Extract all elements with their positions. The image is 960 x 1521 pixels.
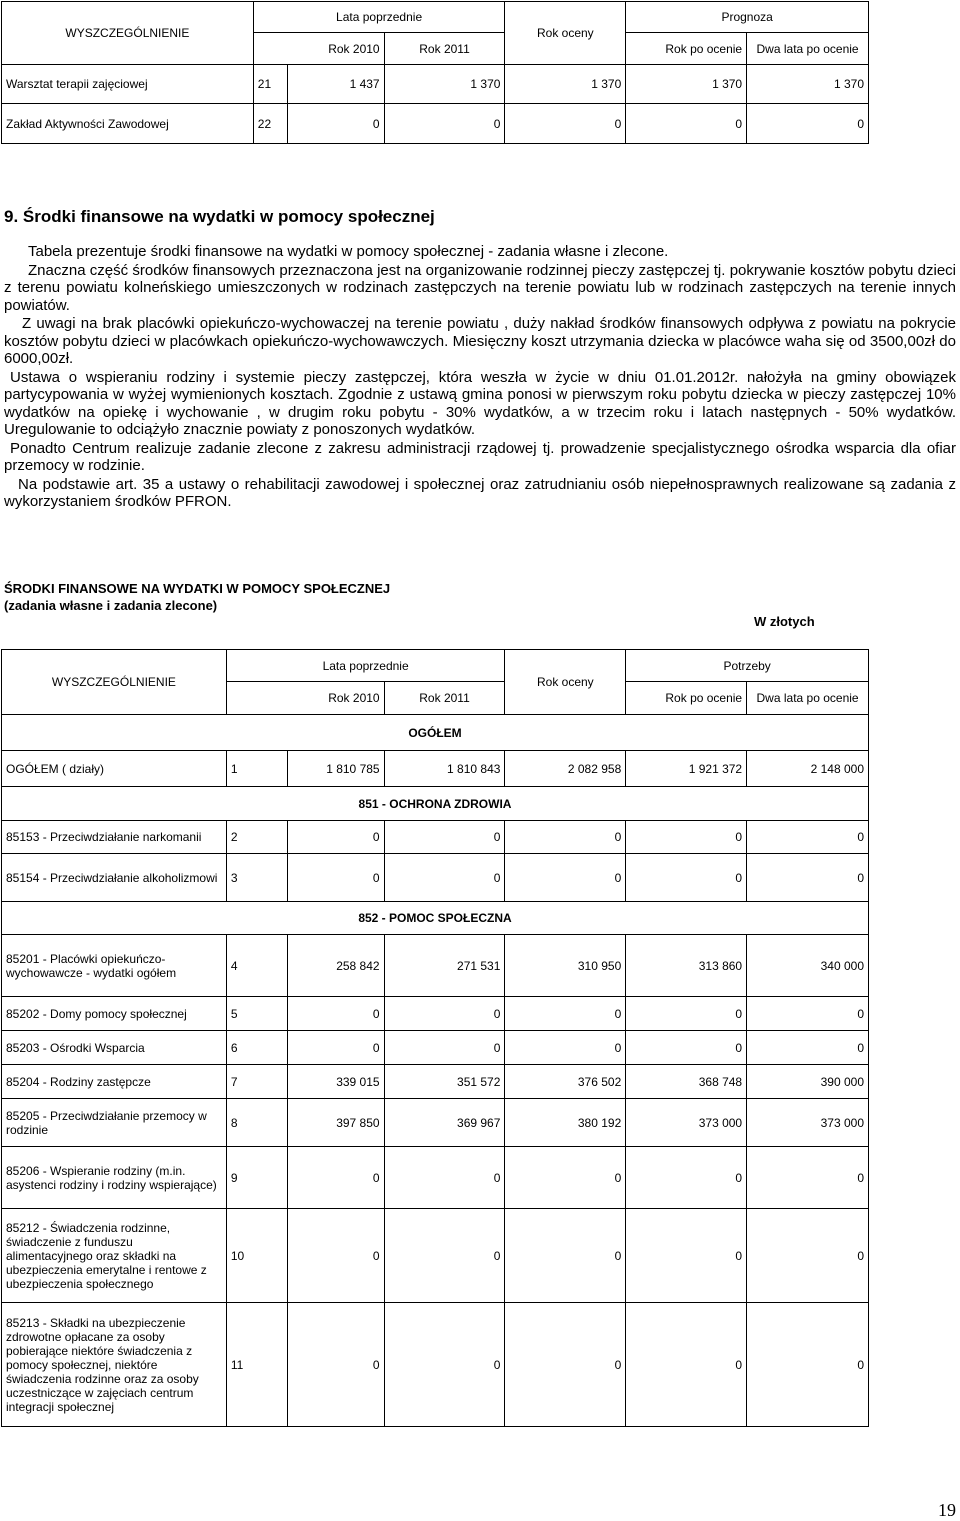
- value-two-after: 0: [747, 1303, 869, 1427]
- value-2011: 0: [384, 104, 505, 144]
- row-number: 8: [226, 1099, 287, 1147]
- value-two-after: 0: [747, 854, 869, 902]
- value-two-after: 0: [747, 997, 869, 1031]
- header-two-years-after: Dwa lata po ocenie: [747, 33, 869, 65]
- table-row: [2, 935, 869, 997]
- header-previous-years: Lata poprzednie: [226, 650, 505, 682]
- value-assessment: 2 082 958: [505, 751, 626, 787]
- value-assessment: 0: [505, 1303, 626, 1427]
- table-row: [2, 821, 869, 854]
- table-row: [2, 65, 869, 104]
- row-name: Zakład Aktywności Zawodowej: [2, 104, 254, 144]
- value-assessment: 0: [505, 1031, 626, 1065]
- row-name: 85153 - Przeciwdziałanie narkomanii: [2, 821, 227, 854]
- value-after: 0: [626, 1303, 747, 1427]
- row-number: 21: [253, 65, 287, 104]
- row-name: 85201 - Placówki opiekuńczo-wychowawcze - wydatki ogółem: [2, 935, 227, 997]
- value-2011: 0: [384, 997, 505, 1031]
- value-assessment: 0: [505, 1209, 626, 1303]
- value-after: 373 000: [626, 1099, 747, 1147]
- row-number: 2: [226, 821, 287, 854]
- section-body: [4, 243, 956, 511]
- table-row: [2, 1303, 869, 1427]
- value-2010: 0: [287, 1209, 384, 1303]
- value-two-after: 340 000: [747, 935, 869, 997]
- row-number: 1: [226, 751, 287, 787]
- section-health: 851 - OCHRONA ZDROWIA: [2, 787, 869, 821]
- value-2010: 0: [287, 104, 384, 144]
- row-name: 85213 - Składki na ubezpieczenie zdrowotne opłacane za osoby pobierające niektóre świadczenia z pomocy społecznej, niektóre świadczenia rodzinne oraz za osoby uczestniczące w zajęciach centrum integracji społecznej: [2, 1303, 227, 1427]
- value-assessment: 1 370: [505, 65, 626, 104]
- value-2010: 1 810 785: [287, 751, 384, 787]
- value-2010: 0: [287, 1303, 384, 1427]
- row-number: 6: [226, 1031, 287, 1065]
- paragraph-care-facilities: Z uwagi na brak placówki opiekuńczo-wychowaczej na terenie powiatu , duży nakład środków finansowych odpływa z powiatu na pokrycie kosztów pobytu dzieci w placówkach opiekuńczo-wychowawczych. Miesięczny koszt utrzymania dziecka w placówce waha się od 3500,00zł do 6000,00zł.: [4, 315, 956, 367]
- value-two-after: 1 370: [747, 65, 869, 104]
- value-2011: 271 531: [384, 935, 505, 997]
- row-number: 7: [226, 1065, 287, 1099]
- value-two-after: 390 000: [747, 1065, 869, 1099]
- value-after: 0: [626, 104, 747, 144]
- value-assessment: 0: [505, 854, 626, 902]
- paragraph-intro: Tabela prezentuje środki finansowe na wydatki w pomocy społecznej - zadania własne i zlecone.: [28, 243, 669, 260]
- value-2011: 0: [384, 1303, 505, 1427]
- value-two-after: 0: [747, 104, 869, 144]
- header-forecast: Prognoza: [626, 2, 869, 33]
- value-after: 0: [626, 821, 747, 854]
- header-year-after: Rok po ocenie: [626, 33, 747, 65]
- value-2011: 369 967: [384, 1099, 505, 1147]
- row-number: 4: [226, 935, 287, 997]
- value-two-after: 2 148 000: [747, 751, 869, 787]
- table-row: [2, 1065, 869, 1099]
- value-2011: 0: [384, 854, 505, 902]
- section-heading: 9. Środki finansowe na wydatki w pomocy społecznej: [4, 207, 435, 226]
- table-subtitle: (zadania własne i zadania zlecone): [4, 598, 218, 613]
- header-year-2010: Rok 2010: [226, 682, 384, 715]
- value-assessment: 0: [505, 997, 626, 1031]
- value-2011: 0: [384, 1147, 505, 1209]
- value-assessment: 376 502: [505, 1065, 626, 1099]
- value-two-after: 0: [747, 1031, 869, 1065]
- table-row: [2, 854, 869, 902]
- value-after: 1 921 372: [626, 751, 747, 787]
- table-row: [2, 1099, 869, 1147]
- value-2011: 1 810 843: [384, 751, 505, 787]
- header-two-years-after: Dwa lata po ocenie: [747, 682, 869, 715]
- paragraph-foster-care: Znaczna część środków finansowych przeznaczona jest na organizowanie rodzinnej pieczy zastępczej tj. pokrywanie kosztów pobytu dzieci z terenu powiatu kolneńskiego umieszczonych w rodzinach zastępczych na terenie powiatu lub w rodzinach zastępczych na terenie innych powiatów.: [4, 261, 956, 314]
- value-2011: 1 370: [384, 65, 505, 104]
- row-number: 22: [253, 104, 287, 144]
- row-name: 85205 - Przeciwdziałanie przemocy w rodzinie: [2, 1099, 227, 1147]
- value-after: 313 860: [626, 935, 747, 997]
- value-after: 368 748: [626, 1065, 747, 1099]
- value-after: 0: [626, 1147, 747, 1209]
- value-2010: 397 850: [287, 1099, 384, 1147]
- header-previous-years: Lata poprzednie: [253, 2, 505, 33]
- value-2010: 1 437: [287, 65, 384, 104]
- row-number: 10: [226, 1209, 287, 1303]
- table-row: [2, 751, 869, 787]
- row-name: 85206 - Wspieranie rodziny (m.in. asystenci rodziny i rodziny wspierające): [2, 1147, 227, 1209]
- paragraph-act: Ustawa o wspieraniu rodziny i systemie pieczy zastępczej, która weszła w życie w dniu 01.01.2012r. nałożyła na gminy obowiązek partycypowania w wyżej wymienionych kosztach. Zgodnie z ustawą gmina ponosi w pierwszym roku pobytu dziecka w pieczy zastępczej 10% wydatków na opiekę i wychowanie , w drugim roku pobytu - 30% wydatków, a w trzecim roku i latach następnych - 50% wydatków. Uregulowanie to odciążyło znacznie powiaty z ponoszonych wydatków.: [4, 368, 956, 438]
- row-name: OGÓŁEM ( działy): [2, 751, 227, 787]
- table-title: ŚRODKI FINANSOWE NA WYDATKI W POMOCY SPOŁECZNEJ: [4, 581, 391, 596]
- value-after: 0: [626, 1031, 747, 1065]
- value-two-after: 0: [747, 821, 869, 854]
- header-year-2010: Rok 2010: [253, 33, 384, 65]
- value-assessment: 0: [505, 821, 626, 854]
- value-2011: 0: [384, 1031, 505, 1065]
- value-two-after: 373 000: [747, 1099, 869, 1147]
- table-row: [2, 1209, 869, 1303]
- section-social-assistance: 852 - POMOC SPOŁECZNA: [2, 902, 869, 935]
- value-2010: 0: [287, 997, 384, 1031]
- row-number: 11: [226, 1303, 287, 1427]
- table-row: [2, 104, 869, 144]
- value-2010: 0: [287, 821, 384, 854]
- value-after: 0: [626, 997, 747, 1031]
- header-description: WYSZCZEGÓLNIENIE: [2, 2, 254, 65]
- row-name: 85212 - Świadczenia rodzinne, świadczenie z funduszu alimentacyjnego oraz składki na ubezpieczenia emerytalne i rentowe z ubezpieczenia społecznego: [2, 1209, 227, 1303]
- value-2010: 0: [287, 854, 384, 902]
- row-name: 85204 - Rodziny zastępcze: [2, 1065, 227, 1099]
- row-number: 5: [226, 997, 287, 1031]
- value-assessment: 0: [505, 104, 626, 144]
- header-needs: Potrzeby: [626, 650, 869, 682]
- table-row: [2, 997, 869, 1031]
- value-2010: 0: [287, 1031, 384, 1065]
- header-year-2011: Rok 2011: [384, 682, 505, 715]
- value-after: 1 370: [626, 65, 747, 104]
- row-number: 3: [226, 854, 287, 902]
- value-2011: 0: [384, 821, 505, 854]
- value-2011: 0: [384, 1209, 505, 1303]
- row-number: 9: [226, 1147, 287, 1209]
- unit-label: W złotych: [754, 614, 815, 629]
- table-row: [2, 1147, 869, 1209]
- header-year-2011: Rok 2011: [384, 33, 505, 65]
- row-name: Warsztat terapii zajęciowej: [2, 65, 254, 104]
- table-row: [2, 1031, 869, 1065]
- value-2011: 351 572: [384, 1065, 505, 1099]
- value-assessment: 380 192: [505, 1099, 626, 1147]
- value-2010: 0: [287, 1147, 384, 1209]
- value-2010: 258 842: [287, 935, 384, 997]
- value-two-after: 0: [747, 1209, 869, 1303]
- paragraph-pfron: Na podstawie art. 35 a ustawy o rehabilitacji zawodowej i społecznej oraz zatrudnianiu osób niepełnosprawnych realizowane są zadania z wykorzystaniem środków PFRON.: [4, 475, 956, 510]
- row-name: 85202 - Domy pomocy społecznej: [2, 997, 227, 1031]
- value-assessment: 310 950: [505, 935, 626, 997]
- header-description: WYSZCZEGÓLNIENIE: [2, 650, 227, 715]
- page-number: 19: [938, 1500, 956, 1520]
- paragraph-support-center: Ponadto Centrum realizuje zadanie zlecone z zakresu administracji rządowej tj. prowadzenie specjalistycznego ośrodka wsparcia dla ofiar przemocy w rodzinie.: [4, 439, 956, 474]
- header-assessment-year: Rok oceny: [505, 2, 626, 65]
- value-after: 0: [626, 854, 747, 902]
- header-assessment-year: Rok oceny: [505, 650, 626, 715]
- header-year-after: Rok po ocenie: [626, 682, 747, 715]
- row-name: 85154 - Przeciwdziałanie alkoholizmowi: [2, 854, 227, 902]
- value-two-after: 0: [747, 1147, 869, 1209]
- value-assessment: 0: [505, 1147, 626, 1209]
- section-total: OGÓŁEM: [2, 715, 869, 751]
- table-employment-facilities: [1, 1, 869, 144]
- table-social-assistance-funds: [1, 649, 869, 1427]
- row-name: 85203 - Ośrodki Wsparcia: [2, 1031, 227, 1065]
- value-after: 0: [626, 1209, 747, 1303]
- value-2010: 339 015: [287, 1065, 384, 1099]
